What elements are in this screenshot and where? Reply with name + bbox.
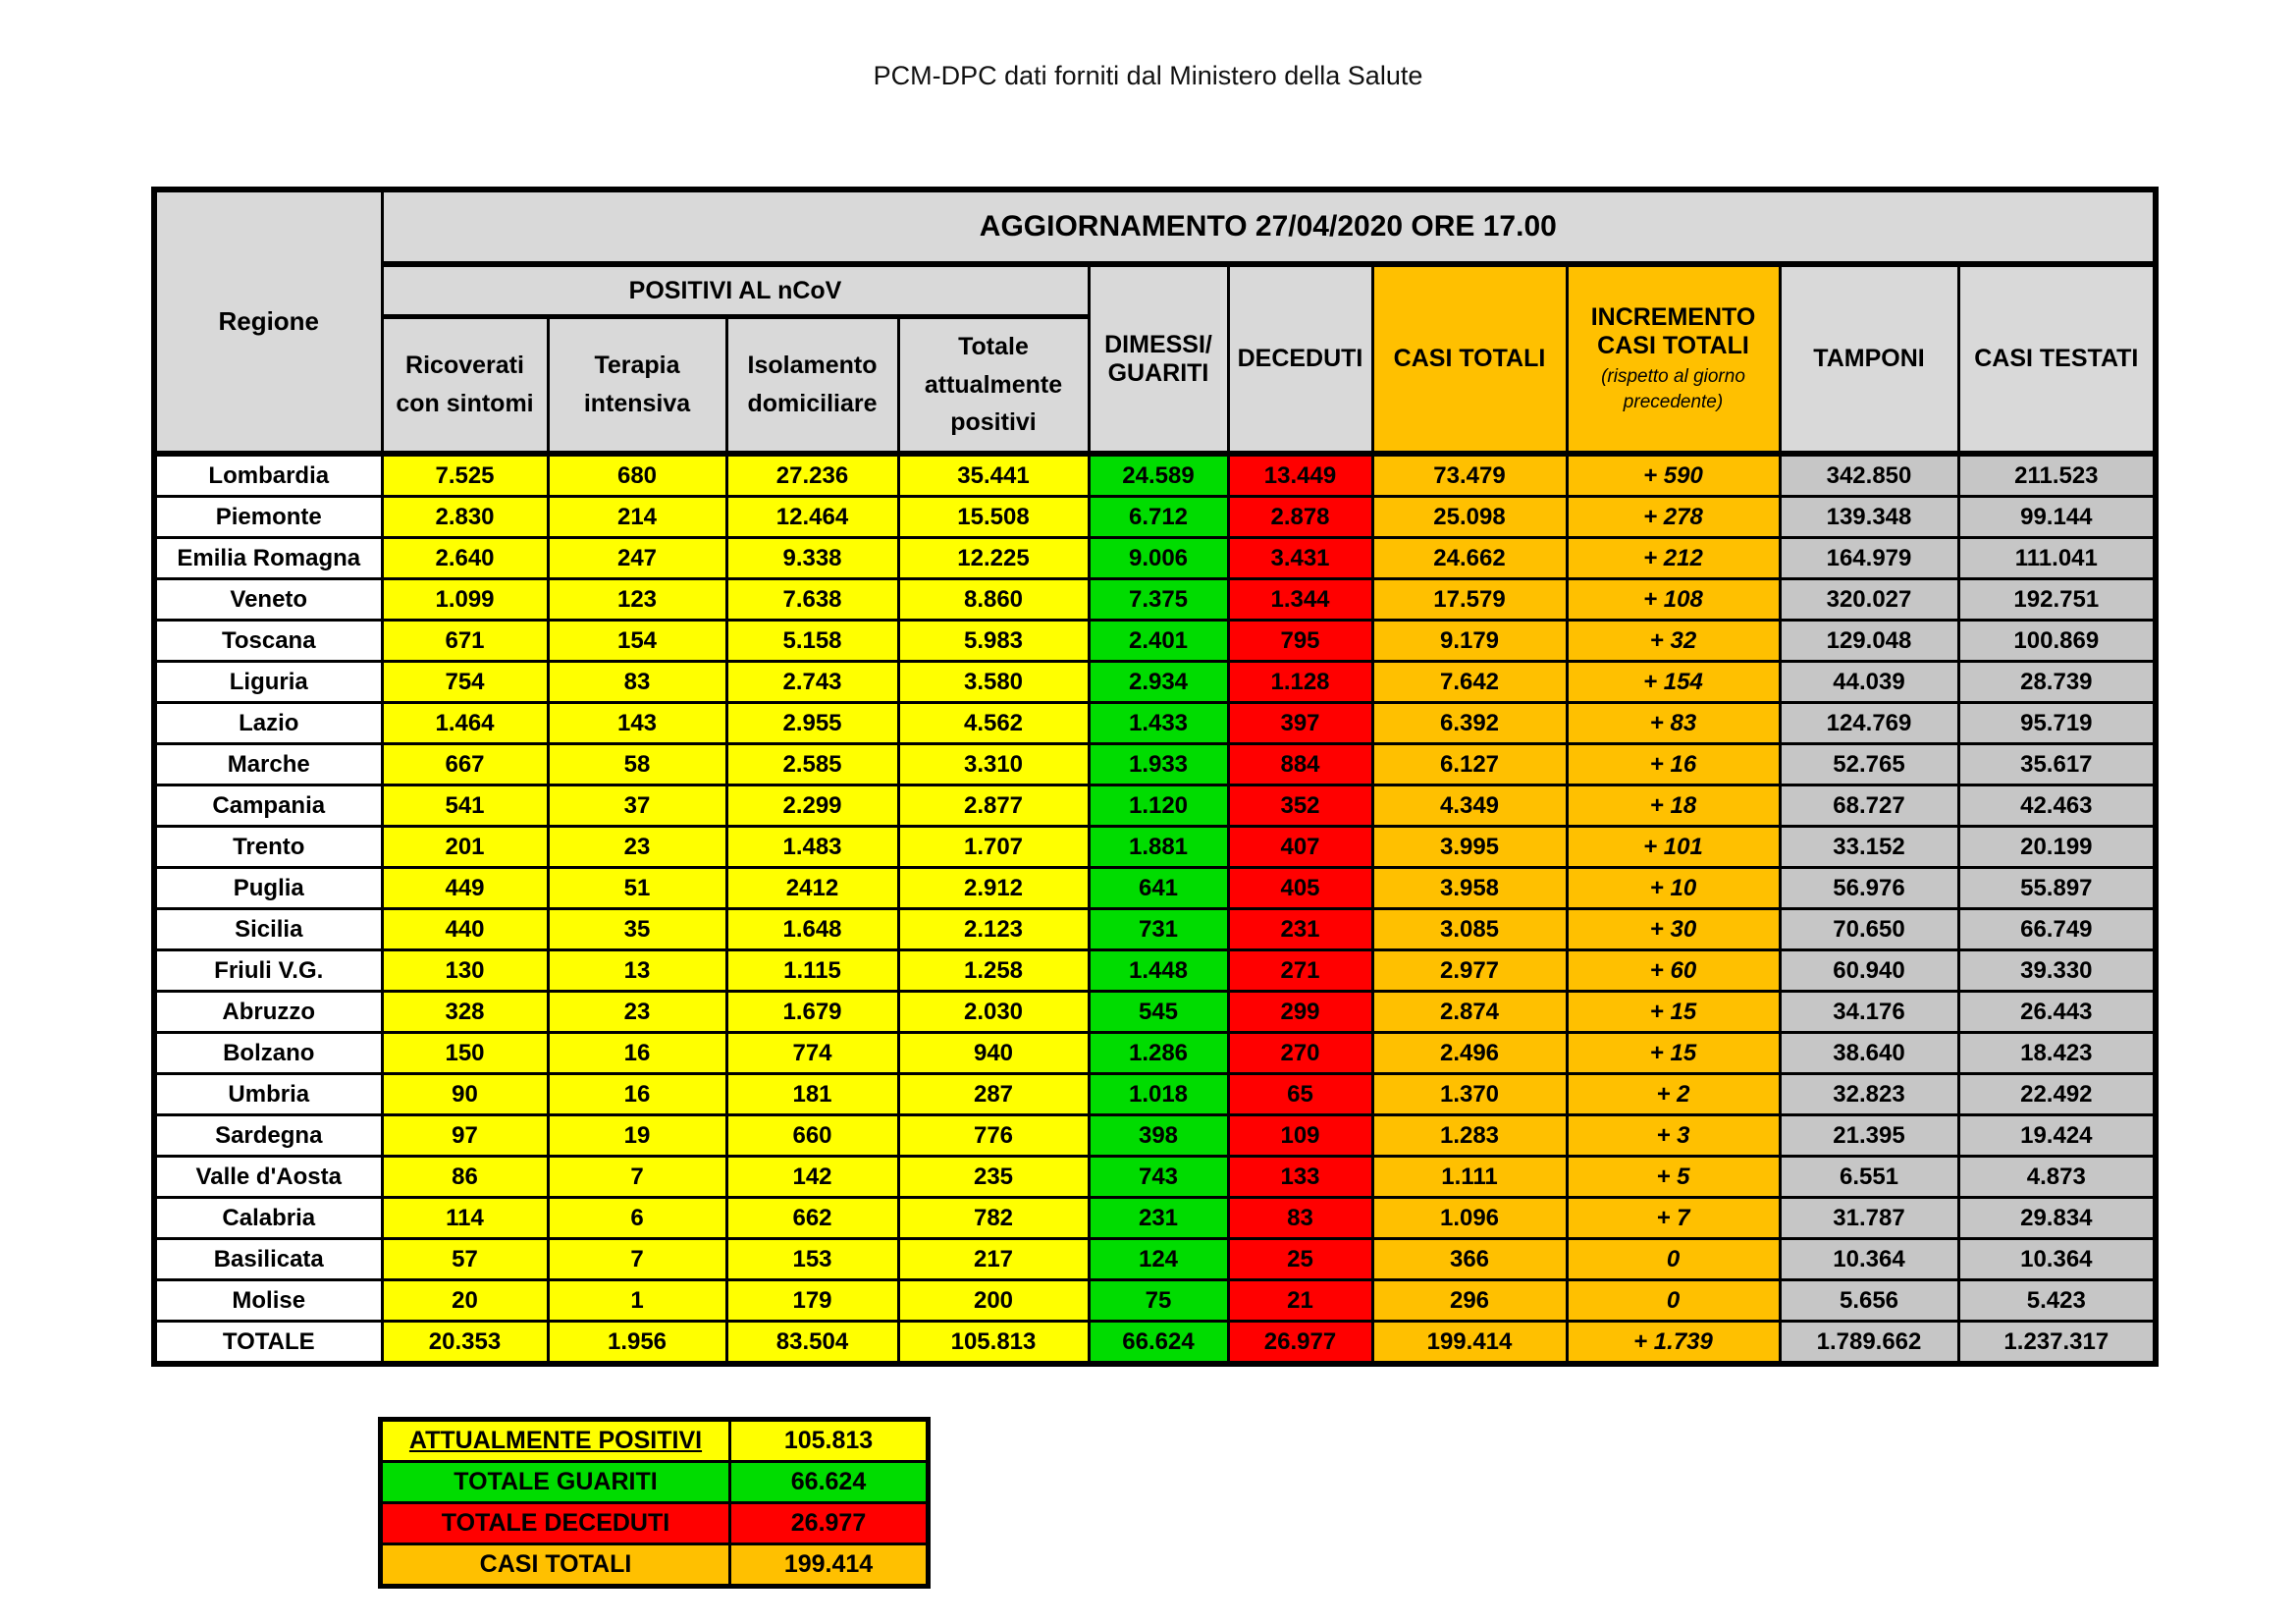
table-cell: 9.338 bbox=[726, 538, 898, 579]
table-cell: + 2 bbox=[1567, 1074, 1780, 1115]
region-column-header: Regione bbox=[154, 189, 382, 454]
table-cell: 32.823 bbox=[1780, 1074, 1958, 1115]
col-header-tamponi: TAMPONI bbox=[1780, 264, 1958, 454]
table-cell: + 32 bbox=[1567, 621, 1780, 662]
table-cell: 139.348 bbox=[1780, 497, 1958, 538]
table-cell: 75 bbox=[1089, 1280, 1228, 1322]
table-cell: 97 bbox=[382, 1115, 548, 1157]
legend-body bbox=[381, 1420, 929, 1587]
table-cell: 1.096 bbox=[1372, 1198, 1567, 1239]
legend-row bbox=[381, 1503, 929, 1544]
region-label: Basilicata bbox=[154, 1239, 382, 1280]
table-cell: 2.496 bbox=[1372, 1033, 1567, 1074]
table-cell: 7.375 bbox=[1089, 579, 1228, 621]
positivi-group-header: POSITIVI AL nCoV bbox=[382, 264, 1089, 317]
table-row bbox=[154, 538, 2156, 579]
table-cell: 86 bbox=[382, 1157, 548, 1198]
table-cell: 217 bbox=[898, 1239, 1089, 1280]
table-cell: 1.464 bbox=[382, 703, 548, 744]
region-label: Sicilia bbox=[154, 909, 382, 950]
table-cell: 7.638 bbox=[726, 579, 898, 621]
table-cell: 1.483 bbox=[726, 827, 898, 868]
legend-label: CASI TOTALI bbox=[381, 1544, 730, 1587]
table-cell: 2.977 bbox=[1372, 950, 1567, 992]
table-cell: + 83 bbox=[1567, 703, 1780, 744]
banner-row bbox=[154, 189, 2156, 264]
table-cell: 940 bbox=[898, 1033, 1089, 1074]
table-cell: 884 bbox=[1228, 744, 1372, 785]
table-cell: 1.120 bbox=[1089, 785, 1228, 827]
table-cell: 16 bbox=[548, 1033, 726, 1074]
table-cell: 2.030 bbox=[898, 992, 1089, 1033]
table-cell: 19.424 bbox=[1958, 1115, 2156, 1157]
table-cell: 66.624 bbox=[1089, 1322, 1228, 1365]
table-cell: + 101 bbox=[1567, 827, 1780, 868]
sub-header-totale-positivi: Totale attualmente positivi bbox=[898, 317, 1089, 455]
table-cell: 366 bbox=[1372, 1239, 1567, 1280]
table-cell: + 212 bbox=[1567, 538, 1780, 579]
table-cell: 1.789.662 bbox=[1780, 1322, 1958, 1365]
table-cell: 19 bbox=[548, 1115, 726, 1157]
region-label: Calabria bbox=[154, 1198, 382, 1239]
table-cell: + 108 bbox=[1567, 579, 1780, 621]
table-cell: 99.144 bbox=[1958, 497, 2156, 538]
table-cell: 68.727 bbox=[1780, 785, 1958, 827]
legend-label: TOTALE GUARITI bbox=[381, 1462, 730, 1503]
table-cell: 124 bbox=[1089, 1239, 1228, 1280]
table-cell: 35.441 bbox=[898, 454, 1089, 497]
table-cell: 397 bbox=[1228, 703, 1372, 744]
region-label: Friuli V.G. bbox=[154, 950, 382, 992]
legend-label: ATTUALMENTE POSITIVI bbox=[381, 1420, 730, 1462]
table-cell: 214 bbox=[548, 497, 726, 538]
table-row bbox=[154, 950, 2156, 992]
table-cell: 55.897 bbox=[1958, 868, 2156, 909]
table-cell: 641 bbox=[1089, 868, 1228, 909]
table-cell: 153 bbox=[726, 1239, 898, 1280]
table-cell: 2.299 bbox=[726, 785, 898, 827]
table-cell: 1.128 bbox=[1228, 662, 1372, 703]
table-cell: 1.648 bbox=[726, 909, 898, 950]
table-cell: 129.048 bbox=[1780, 621, 1958, 662]
table-row bbox=[154, 497, 2156, 538]
incremento-label: INCREMENTO CASI TOTALI bbox=[1590, 302, 1756, 359]
table-cell: 58 bbox=[548, 744, 726, 785]
table-row bbox=[154, 1198, 2156, 1239]
table-cell: 12.464 bbox=[726, 497, 898, 538]
region-label: Marche bbox=[154, 744, 382, 785]
table-cell: 2.912 bbox=[898, 868, 1089, 909]
table-cell: 13 bbox=[548, 950, 726, 992]
table-cell: 328 bbox=[382, 992, 548, 1033]
table-cell: + 1.739 bbox=[1567, 1322, 1780, 1365]
table-cell: + 10 bbox=[1567, 868, 1780, 909]
table-cell: 142 bbox=[726, 1157, 898, 1198]
table-cell: 95.719 bbox=[1958, 703, 2156, 744]
table-cell: 31.787 bbox=[1780, 1198, 1958, 1239]
table-cell: 2.585 bbox=[726, 744, 898, 785]
table-cell: 1.018 bbox=[1089, 1074, 1228, 1115]
table-cell: 3.085 bbox=[1372, 909, 1567, 950]
table-cell: 6.127 bbox=[1372, 744, 1567, 785]
legend-value: 26.977 bbox=[730, 1503, 929, 1544]
group-header-row bbox=[154, 264, 2156, 317]
table-cell: + 3 bbox=[1567, 1115, 1780, 1157]
table-cell: 754 bbox=[382, 662, 548, 703]
table-cell: 211.523 bbox=[1958, 454, 2156, 497]
table-cell: 181 bbox=[726, 1074, 898, 1115]
table-cell: 6.712 bbox=[1089, 497, 1228, 538]
table-cell: + 278 bbox=[1567, 497, 1780, 538]
table-cell: 6.392 bbox=[1372, 703, 1567, 744]
table-row bbox=[154, 827, 2156, 868]
table-cell: 545 bbox=[1089, 992, 1228, 1033]
table-cell: 398 bbox=[1089, 1115, 1228, 1157]
table-cell: 25 bbox=[1228, 1239, 1372, 1280]
table-cell: 0 bbox=[1567, 1239, 1780, 1280]
table-cell: 680 bbox=[548, 454, 726, 497]
table-cell: 405 bbox=[1228, 868, 1372, 909]
table-row bbox=[154, 744, 2156, 785]
table-row bbox=[154, 454, 2156, 497]
table-cell: 235 bbox=[898, 1157, 1089, 1198]
table-cell: 73.479 bbox=[1372, 454, 1567, 497]
summary-legend bbox=[378, 1417, 931, 1589]
table-cell: 1.099 bbox=[382, 579, 548, 621]
table-cell: 342.850 bbox=[1780, 454, 1958, 497]
table-cell: 1.933 bbox=[1089, 744, 1228, 785]
table-cell: + 154 bbox=[1567, 662, 1780, 703]
region-label: Bolzano bbox=[154, 1033, 382, 1074]
table-cell: 24.662 bbox=[1372, 538, 1567, 579]
table-cell: 7 bbox=[548, 1239, 726, 1280]
table-cell: 1.286 bbox=[1089, 1033, 1228, 1074]
region-label: Lombardia bbox=[154, 454, 382, 497]
col-header-dimessi-guariti: DIMESSI/ GUARITI bbox=[1089, 264, 1228, 454]
legend-value: 66.624 bbox=[730, 1462, 929, 1503]
page-title: PCM-DPC dati forniti dal Ministero della Salute bbox=[873, 61, 1423, 90]
table-cell: 66.749 bbox=[1958, 909, 2156, 950]
region-label: Lazio bbox=[154, 703, 382, 744]
table-cell: 8.860 bbox=[898, 579, 1089, 621]
table-cell: 1.881 bbox=[1089, 827, 1228, 868]
table-row bbox=[154, 1157, 2156, 1198]
table-cell: 10.364 bbox=[1958, 1239, 2156, 1280]
table-cell: 29.834 bbox=[1958, 1198, 2156, 1239]
table-cell: 296 bbox=[1372, 1280, 1567, 1322]
table-cell: + 60 bbox=[1567, 950, 1780, 992]
table-cell: 22.492 bbox=[1958, 1074, 2156, 1115]
table-row bbox=[154, 785, 2156, 827]
table-row bbox=[154, 621, 2156, 662]
table-cell: 21.395 bbox=[1780, 1115, 1958, 1157]
table-cell: + 18 bbox=[1567, 785, 1780, 827]
region-label: Toscana bbox=[154, 621, 382, 662]
table-cell: 23 bbox=[548, 827, 726, 868]
table-cell: + 590 bbox=[1567, 454, 1780, 497]
table-cell: 51 bbox=[548, 868, 726, 909]
table-cell: 111.041 bbox=[1958, 538, 2156, 579]
col-header-deceduti: DECEDUTI bbox=[1228, 264, 1372, 454]
legend-value: 199.414 bbox=[730, 1544, 929, 1587]
table-cell: 7.642 bbox=[1372, 662, 1567, 703]
table-cell: 5.983 bbox=[898, 621, 1089, 662]
table-cell: 37 bbox=[548, 785, 726, 827]
region-label: Abruzzo bbox=[154, 992, 382, 1033]
legend-row bbox=[381, 1420, 929, 1462]
table-cell: 9.179 bbox=[1372, 621, 1567, 662]
table-cell: 2412 bbox=[726, 868, 898, 909]
legend-row bbox=[381, 1544, 929, 1587]
region-label: Piemonte bbox=[154, 497, 382, 538]
table-row bbox=[154, 909, 2156, 950]
table-cell: 287 bbox=[898, 1074, 1089, 1115]
table-cell: 150 bbox=[382, 1033, 548, 1074]
table-cell: 5.656 bbox=[1780, 1280, 1958, 1322]
table-cell: 270 bbox=[1228, 1033, 1372, 1074]
table-cell: 100.869 bbox=[1958, 621, 2156, 662]
table-cell: 2.878 bbox=[1228, 497, 1372, 538]
table-cell: 1.111 bbox=[1372, 1157, 1567, 1198]
table-row bbox=[154, 1074, 2156, 1115]
table-cell: 231 bbox=[1228, 909, 1372, 950]
table-cell: 23 bbox=[548, 992, 726, 1033]
region-label: Liguria bbox=[154, 662, 382, 703]
table-cell: 2.743 bbox=[726, 662, 898, 703]
table-cell: 541 bbox=[382, 785, 548, 827]
table-cell: 774 bbox=[726, 1033, 898, 1074]
table-row bbox=[154, 1239, 2156, 1280]
table-cell: 4.873 bbox=[1958, 1157, 2156, 1198]
table-cell: 33.152 bbox=[1780, 827, 1958, 868]
table-cell: 1.707 bbox=[898, 827, 1089, 868]
table-cell: 44.039 bbox=[1780, 662, 1958, 703]
table-cell: 0 bbox=[1567, 1280, 1780, 1322]
covid-data-table bbox=[151, 187, 2159, 1367]
table-cell: 2.934 bbox=[1089, 662, 1228, 703]
region-label: Emilia Romagna bbox=[154, 538, 382, 579]
table-cell: 114 bbox=[382, 1198, 548, 1239]
col-header-incremento bbox=[1567, 264, 1780, 454]
table-cell: 28.739 bbox=[1958, 662, 2156, 703]
table-cell: 7.525 bbox=[382, 454, 548, 497]
table-cell: 20.353 bbox=[382, 1322, 548, 1365]
table-row bbox=[154, 579, 2156, 621]
table-cell: 13.449 bbox=[1228, 454, 1372, 497]
table-row bbox=[154, 1033, 2156, 1074]
table-cell: 795 bbox=[1228, 621, 1372, 662]
table-cell: 247 bbox=[548, 538, 726, 579]
table-cell: 56.976 bbox=[1780, 868, 1958, 909]
sub-header-ricoverati: Ricoverati con sintomi bbox=[382, 317, 548, 455]
table-cell: 3.995 bbox=[1372, 827, 1567, 868]
table-cell: 42.463 bbox=[1958, 785, 2156, 827]
table-cell: 299 bbox=[1228, 992, 1372, 1033]
table-cell: 449 bbox=[382, 868, 548, 909]
table-cell: 130 bbox=[382, 950, 548, 992]
table-cell: 16 bbox=[548, 1074, 726, 1115]
table-cell: 27.236 bbox=[726, 454, 898, 497]
table-cell: 407 bbox=[1228, 827, 1372, 868]
table-cell: 667 bbox=[382, 744, 548, 785]
table-cell: 35 bbox=[548, 909, 726, 950]
table-cell: 1 bbox=[548, 1280, 726, 1322]
sub-header-isolamento: Isolamento domiciliare bbox=[726, 317, 898, 455]
legend-value: 105.813 bbox=[730, 1420, 929, 1462]
table-cell: + 7 bbox=[1567, 1198, 1780, 1239]
table-cell: 60.940 bbox=[1780, 950, 1958, 992]
table-cell: 4.349 bbox=[1372, 785, 1567, 827]
table-cell: 320.027 bbox=[1780, 579, 1958, 621]
table-cell: 34.176 bbox=[1780, 992, 1958, 1033]
table-cell: 83.504 bbox=[726, 1322, 898, 1365]
table-cell: 2.123 bbox=[898, 909, 1089, 950]
table-cell: 1.956 bbox=[548, 1322, 726, 1365]
table-cell: + 5 bbox=[1567, 1157, 1780, 1198]
table-cell: 83 bbox=[1228, 1198, 1372, 1239]
table-cell: 26.977 bbox=[1228, 1322, 1372, 1365]
total-label: TOTALE bbox=[154, 1322, 382, 1365]
table-cell: 9.006 bbox=[1089, 538, 1228, 579]
table-cell: 2.640 bbox=[382, 538, 548, 579]
region-label: Puglia bbox=[154, 868, 382, 909]
table-cell: 2.877 bbox=[898, 785, 1089, 827]
table-cell: 164.979 bbox=[1780, 538, 1958, 579]
table-cell: 662 bbox=[726, 1198, 898, 1239]
table-cell: 109 bbox=[1228, 1115, 1372, 1157]
table-cell: 1.448 bbox=[1089, 950, 1228, 992]
table-cell: 25.098 bbox=[1372, 497, 1567, 538]
table-cell: 3.958 bbox=[1372, 868, 1567, 909]
region-label: Molise bbox=[154, 1280, 382, 1322]
table-cell: 1.283 bbox=[1372, 1115, 1567, 1157]
sub-header-terapia: Terapia intensiva bbox=[548, 317, 726, 455]
table-row-total bbox=[154, 1322, 2156, 1365]
table-cell: 2.874 bbox=[1372, 992, 1567, 1033]
table-cell: 133 bbox=[1228, 1157, 1372, 1198]
table-cell: 20 bbox=[382, 1280, 548, 1322]
table-cell: 2.401 bbox=[1089, 621, 1228, 662]
table-cell: 199.414 bbox=[1372, 1322, 1567, 1365]
table-cell: 5.158 bbox=[726, 621, 898, 662]
table-row bbox=[154, 1280, 2156, 1322]
region-label: Sardegna bbox=[154, 1115, 382, 1157]
table-cell: 743 bbox=[1089, 1157, 1228, 1198]
table-cell: 200 bbox=[898, 1280, 1089, 1322]
table-cell: 4.562 bbox=[898, 703, 1089, 744]
table-cell: 1.237.317 bbox=[1958, 1322, 2156, 1365]
legend-label: TOTALE DECEDUTI bbox=[381, 1503, 730, 1544]
table-cell: 1.344 bbox=[1228, 579, 1372, 621]
table-cell: 731 bbox=[1089, 909, 1228, 950]
table-cell: 5.423 bbox=[1958, 1280, 2156, 1322]
table-cell: 18.423 bbox=[1958, 1033, 2156, 1074]
region-label: Valle d'Aosta bbox=[154, 1157, 382, 1198]
table-cell: 660 bbox=[726, 1115, 898, 1157]
table-cell: 7 bbox=[548, 1157, 726, 1198]
table-cell: 201 bbox=[382, 827, 548, 868]
table-cell: 2.955 bbox=[726, 703, 898, 744]
table-cell: 271 bbox=[1228, 950, 1372, 992]
region-label: Veneto bbox=[154, 579, 382, 621]
table-body bbox=[154, 454, 2156, 1364]
legend-row bbox=[381, 1462, 929, 1503]
table-cell: 26.443 bbox=[1958, 992, 2156, 1033]
table-cell: 52.765 bbox=[1780, 744, 1958, 785]
table-cell: 70.650 bbox=[1780, 909, 1958, 950]
table-cell: 2.830 bbox=[382, 497, 548, 538]
table-cell: + 15 bbox=[1567, 992, 1780, 1033]
table-cell: + 30 bbox=[1567, 909, 1780, 950]
table-cell: 21 bbox=[1228, 1280, 1372, 1322]
table-cell: 6.551 bbox=[1780, 1157, 1958, 1198]
table-cell: 39.330 bbox=[1958, 950, 2156, 992]
table-cell: 231 bbox=[1089, 1198, 1228, 1239]
table-cell: 105.813 bbox=[898, 1322, 1089, 1365]
col-header-casi-testati: CASI TESTATI bbox=[1958, 264, 2156, 454]
table-row bbox=[154, 992, 2156, 1033]
table-cell: 1.115 bbox=[726, 950, 898, 992]
table-cell: 38.640 bbox=[1780, 1033, 1958, 1074]
table-cell: 83 bbox=[548, 662, 726, 703]
table-cell: + 15 bbox=[1567, 1033, 1780, 1074]
region-label: Trento bbox=[154, 827, 382, 868]
table-cell: 782 bbox=[898, 1198, 1089, 1239]
table-cell: 1.433 bbox=[1089, 703, 1228, 744]
table-row bbox=[154, 868, 2156, 909]
table-cell: 1.679 bbox=[726, 992, 898, 1033]
table-cell: 24.589 bbox=[1089, 454, 1228, 497]
update-banner: AGGIORNAMENTO 27/04/2020 ORE 17.00 bbox=[382, 189, 2156, 264]
table-cell: 3.580 bbox=[898, 662, 1089, 703]
table-cell: 10.364 bbox=[1780, 1239, 1958, 1280]
region-label: Campania bbox=[154, 785, 382, 827]
table-row bbox=[154, 662, 2156, 703]
table-cell: 1.370 bbox=[1372, 1074, 1567, 1115]
table-cell: 3.310 bbox=[898, 744, 1089, 785]
incremento-note: (rispetto al giorno precedente) bbox=[1601, 365, 1745, 412]
table-row bbox=[154, 703, 2156, 744]
table-cell: 124.769 bbox=[1780, 703, 1958, 744]
table-cell: 6 bbox=[548, 1198, 726, 1239]
table-cell: 154 bbox=[548, 621, 726, 662]
table-row bbox=[154, 1115, 2156, 1157]
table-cell: 3.431 bbox=[1228, 538, 1372, 579]
table-cell: 143 bbox=[548, 703, 726, 744]
table-cell: 65 bbox=[1228, 1074, 1372, 1115]
table-cell: 20.199 bbox=[1958, 827, 2156, 868]
table-cell: 17.579 bbox=[1372, 579, 1567, 621]
table-cell: 12.225 bbox=[898, 538, 1089, 579]
table-cell: 90 bbox=[382, 1074, 548, 1115]
table-cell: 35.617 bbox=[1958, 744, 2156, 785]
table-cell: 1.258 bbox=[898, 950, 1089, 992]
table-cell: 179 bbox=[726, 1280, 898, 1322]
table-cell: 192.751 bbox=[1958, 579, 2156, 621]
table-cell: 776 bbox=[898, 1115, 1089, 1157]
table-cell: 440 bbox=[382, 909, 548, 950]
table-cell: + 16 bbox=[1567, 744, 1780, 785]
table-cell: 57 bbox=[382, 1239, 548, 1280]
col-header-casi-totali: CASI TOTALI bbox=[1372, 264, 1567, 454]
table-cell: 671 bbox=[382, 621, 548, 662]
table-cell: 15.508 bbox=[898, 497, 1089, 538]
table-cell: 352 bbox=[1228, 785, 1372, 827]
table-cell: 123 bbox=[548, 579, 726, 621]
region-label: Umbria bbox=[154, 1074, 382, 1115]
